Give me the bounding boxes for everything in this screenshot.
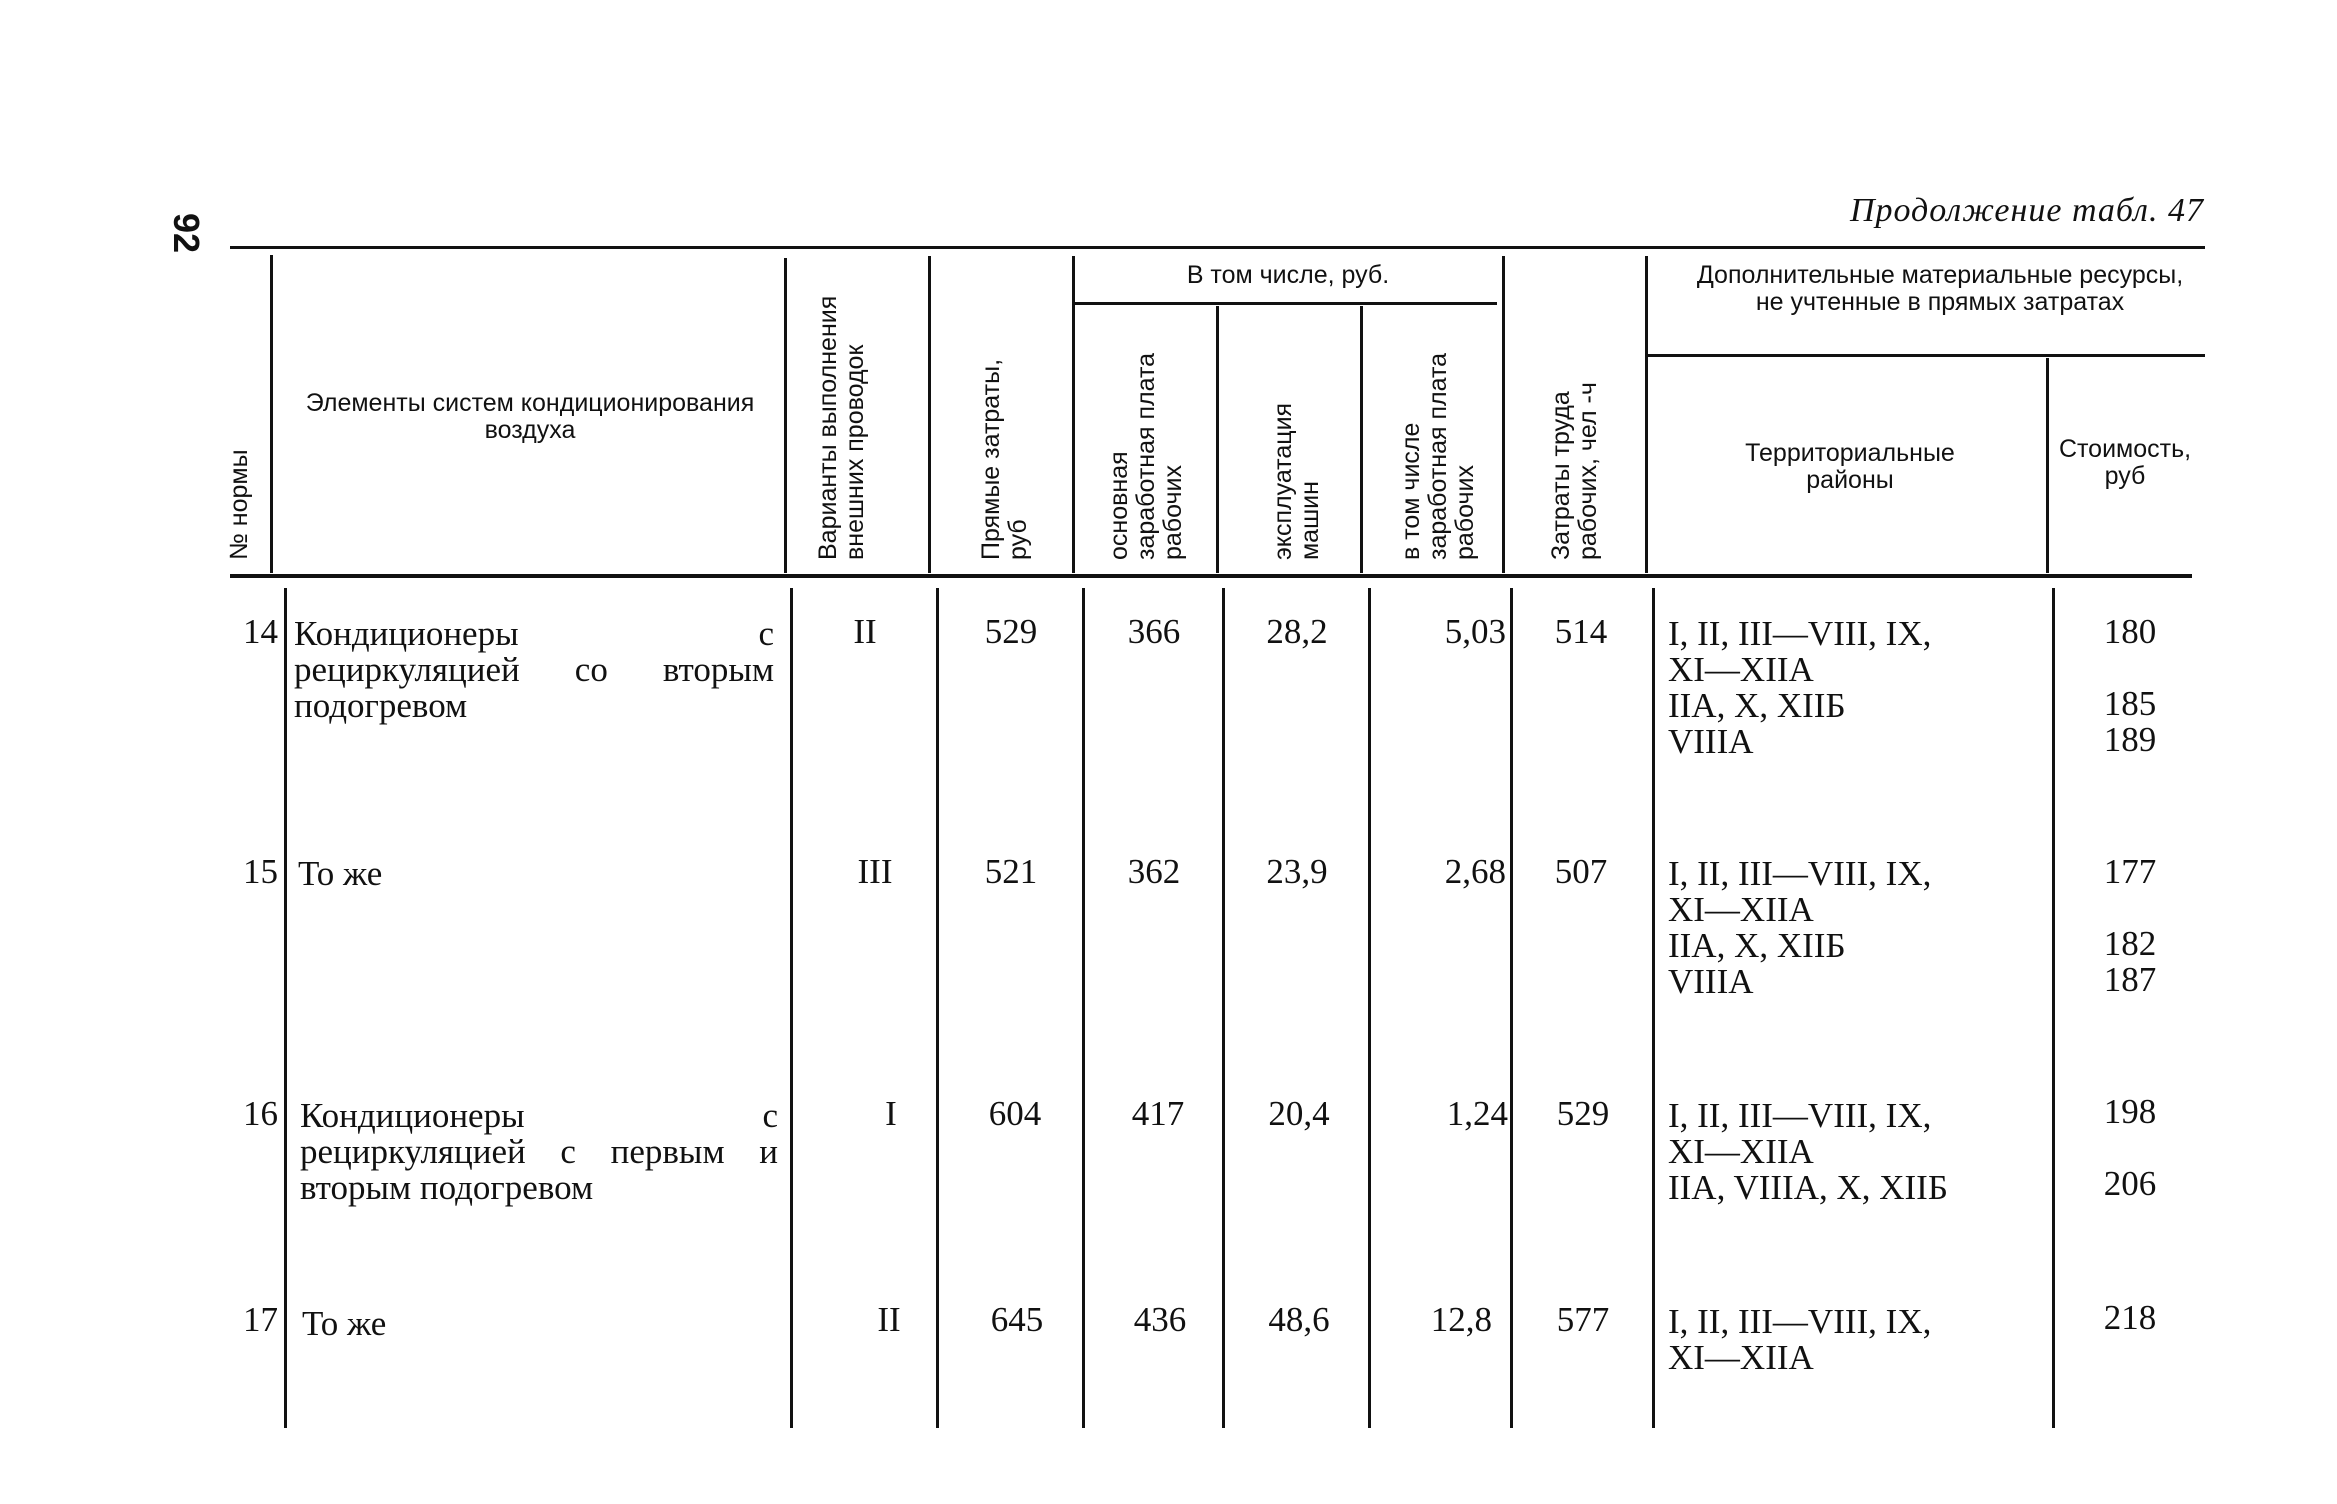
row-regions: I, II, III—VIII, IX, XI—XIIA IIA, X, XIIБ VIIIA	[1668, 854, 1932, 1001]
row-norm-number: 15	[243, 852, 278, 891]
header-divider	[270, 255, 273, 573]
body-divider	[1510, 588, 1513, 1428]
row-direct-costs: 645	[990, 1300, 1044, 1339]
group-rule-including	[1075, 302, 1497, 305]
header-divider	[928, 256, 931, 573]
body-divider	[2052, 588, 2055, 1428]
row-costs: 198 206	[2103, 1092, 2157, 1203]
header-machines: эксплуатация машин	[1269, 402, 1324, 560]
row-base-salary: 417	[1131, 1094, 1185, 1133]
header-direct-costs: Прямые затраты, руб	[977, 358, 1032, 560]
row-machines: 23,9	[1266, 852, 1328, 891]
row-machines: 28,2	[1266, 612, 1328, 651]
row-regions: I, II, III—VIII, IX, XI—XIIA	[1668, 1302, 1932, 1377]
row-element: То же	[298, 854, 383, 893]
row-variant: II	[853, 612, 877, 651]
header-labor: Затраты труда рабочих, чел -ч	[1547, 382, 1602, 560]
body-divider	[1082, 588, 1085, 1428]
row-regions: I, II, III—VIII, IX, XI—XIIA IIA, VIIIA, X, XIIБ	[1668, 1096, 1948, 1207]
page-number: 92	[166, 212, 208, 254]
header-divider	[1502, 256, 1505, 573]
header-incl-salary: в том числе заработная плата рабочих	[1397, 352, 1479, 560]
header-variants: Варианты выполнения внешних проводок	[814, 295, 869, 560]
row-direct-costs: 604	[988, 1094, 1042, 1133]
row-costs: 177 182 187	[2103, 852, 2157, 999]
row-element: То же	[302, 1304, 387, 1343]
header-bottom-rule	[230, 574, 2192, 578]
row-variant: I	[885, 1094, 897, 1133]
header-base-salary: основная заработная плата рабочих	[1105, 352, 1187, 560]
header-divider	[784, 258, 787, 573]
row-variant: III	[857, 852, 893, 891]
header-divider	[1645, 256, 1648, 573]
row-costs: 218	[2103, 1298, 2157, 1337]
table-caption: Продолжение табл. 47	[1849, 192, 2204, 229]
row-machines: 48,6	[1268, 1300, 1330, 1339]
header-divider	[1360, 306, 1363, 573]
header-divider	[1216, 306, 1219, 573]
row-variant: II	[877, 1300, 901, 1339]
header-divider	[2046, 358, 2049, 573]
body-divider	[1652, 588, 1655, 1428]
header-additional-group: Дополнительные материальные ресурсы, не учтенные в прямых затратах	[1696, 261, 2184, 316]
row-element: Кондиционеры с рециркуляцией с первым и вторым подогревом	[300, 1096, 778, 1207]
row-direct-costs: 529	[984, 612, 1038, 651]
header-including-group: В том числе, руб.	[1186, 261, 1390, 289]
row-norm-number: 14	[243, 612, 278, 651]
row-costs: 180 185 189	[2103, 612, 2157, 759]
row-norm-number: 16	[243, 1094, 278, 1133]
row-labor: 577	[1556, 1300, 1610, 1339]
top-rule	[230, 246, 2205, 249]
row-labor: 529	[1556, 1094, 1610, 1133]
row-machines: 20,4	[1268, 1094, 1330, 1133]
row-direct-costs: 521	[984, 852, 1038, 891]
header-regions: Территориальные районы	[1745, 439, 1955, 494]
row-base-salary: 366	[1127, 612, 1181, 651]
row-element: Кондиционеры с рециркуляцией со вторым подогревом	[294, 614, 774, 725]
header-elements: Элементы систем кондиционирования воздуха	[305, 389, 755, 444]
header-norm-number: № нормы	[225, 449, 253, 560]
row-incl-salary: 5,03	[1444, 612, 1506, 651]
body-divider	[284, 588, 287, 1428]
row-incl-salary: 12,8	[1430, 1300, 1492, 1339]
row-base-salary: 362	[1127, 852, 1181, 891]
row-labor: 507	[1554, 852, 1608, 891]
header-divider	[1072, 256, 1075, 573]
row-regions: I, II, III—VIII, IX, XI—XIIA IIA, X, XIIБ VIIIA	[1668, 614, 1932, 761]
row-labor: 514	[1554, 612, 1608, 651]
row-base-salary: 436	[1133, 1300, 1187, 1339]
header-cost: Стоимость, руб	[2058, 435, 2192, 490]
row-norm-number: 17	[243, 1300, 278, 1339]
body-divider	[790, 588, 793, 1428]
row-incl-salary: 2,68	[1444, 852, 1506, 891]
row-incl-salary: 1,24	[1446, 1094, 1508, 1133]
group-rule-additional	[1648, 354, 2205, 357]
